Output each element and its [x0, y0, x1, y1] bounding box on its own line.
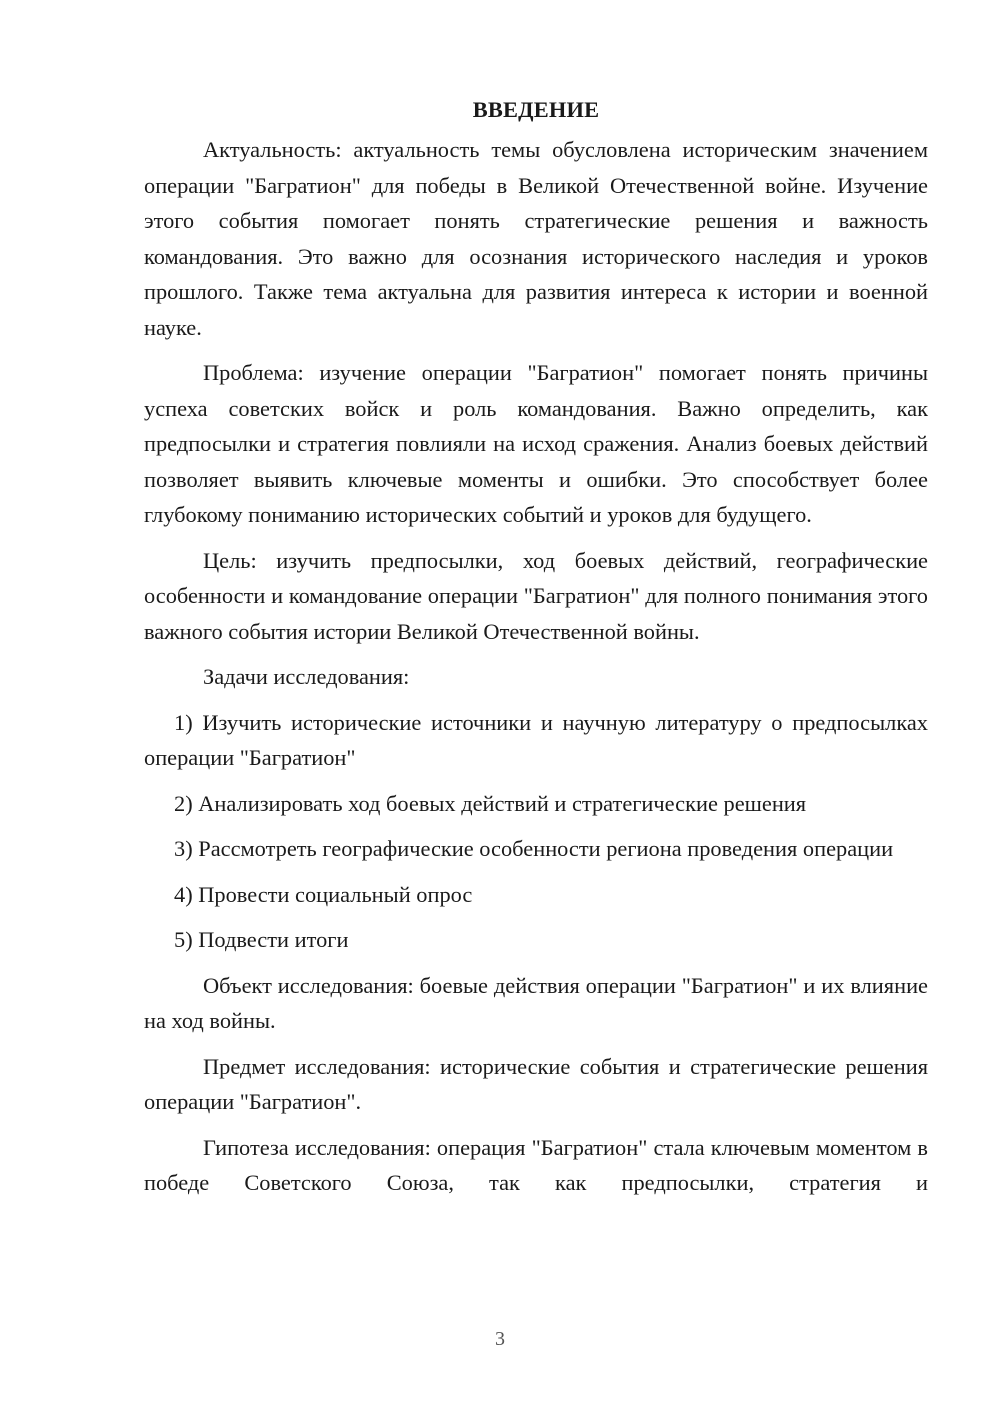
document-page: [144, 96, 928, 1326]
page-title: ВВЕДЕНИЕ: [472, 97, 600, 122]
task-item: 1) Изучить исторические источники и научную литературу о предпосылках операции "Багратион": [144, 709, 928, 770]
object-paragraph: Объект исследования: боевые действия операции "Багратион" и их влияние на ход войны.: [144, 972, 928, 1033]
problem-paragraph: Проблема: изучение операции "Багратион" помогает понять причины успеха советских войск и роль командования. Важно определить, как предпосылки и стратегия повлияли на исход сражения. Анализ боевых действий позволяет выявить ключевые моменты и ошибки. Это способствует более глубокому пониманию исторических событий и уроков для будущего.: [144, 360, 928, 527]
task-item: 4) Провести социальный опрос: [174, 881, 473, 907]
tasks-heading: Задачи исследования:: [203, 664, 410, 689]
relevance-paragraph: Актуальность: актуальность темы обусловлена историческим значением операции "Багратион" для победы в Великой Отечественной войне. Изучение этого события помогает понять стратегические решения и важность командования. Это важно для осознания исторического наследия и уроков прошлого. Также тема актуальна для развития интереса к истории и военной науке.: [144, 137, 928, 340]
subject-paragraph: Предмет исследования: исторические события и стратегические решения операции "Багратион".: [144, 1053, 928, 1114]
goal-paragraph: Цель: изучить предпосылки, ход боевых действий, географические особенности и командование операции "Багратион" для полного понимания этого важного события истории Великой Отечественной войны.: [144, 547, 928, 644]
hypothesis-paragraph: Гипотеза исследования: операция "Багратион" стала ключевым моментом в победе Советского Союза, так как предпосылки, стратегия и: [144, 1134, 928, 1195]
page-number: 3: [495, 1328, 505, 1350]
task-item: 3) Рассмотреть географические особенности региона проведения операции: [174, 836, 894, 861]
task-item: 5) Подвести итоги: [174, 927, 349, 952]
task-item: 2) Анализировать ход боевых действий и стратегические решения: [174, 790, 807, 816]
